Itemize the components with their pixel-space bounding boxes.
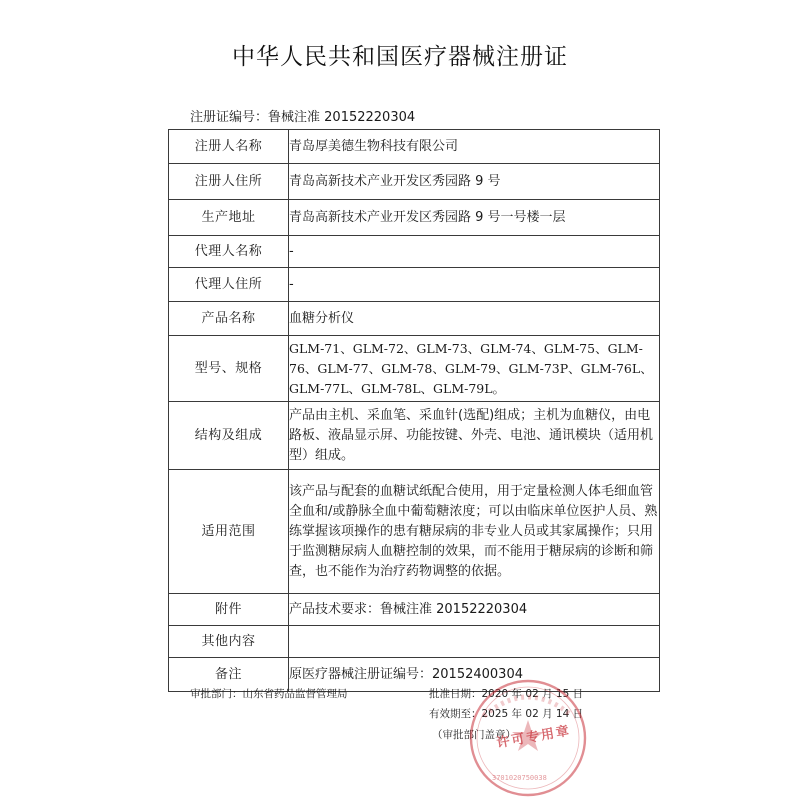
row-label-registrant-address: 注册人住所 [169,164,289,200]
row-value-model-spec: GLM-71、GLM-72、GLM-73、GLM-74、GLM-75、GLM-76、GLM-77、GLM-78、GLM-79、GLM-73P、GLM-76L、GLM-77L、GLM-78L、GLM-79L。 [289,336,660,402]
table-row [169,164,660,200]
document-title: 中华人民共和国医疗器械注册证 [232,44,568,70]
row-label-structure: 结构及组成 [169,402,289,470]
registration-number [190,106,415,125]
row-value-attachment: 产品技术要求：鲁械注准 20152220304 [289,594,660,626]
table-row [169,336,660,402]
row-label-attachment: 附件 [169,594,289,626]
table-row [169,626,660,658]
table-row [169,470,660,594]
table-row [169,130,660,164]
row-label-scope: 适用范围 [169,470,289,594]
row-label-model-spec: 型号、规格 [169,336,289,402]
row-label-remarks: 备注 [169,658,289,692]
row-label-agent-name: 代理人名称 [169,236,289,268]
table-row [169,268,660,302]
seal-note: （审批部门盖章） [432,729,516,741]
stamp-text: 许可专用章 [495,723,573,752]
row-value-other [289,626,660,658]
expiry-date-label: 有效期至： [429,708,482,720]
approval-department [190,686,348,701]
approval-date-label: 批准日期： [429,688,482,700]
table-row [169,236,660,268]
table-row [169,302,660,336]
row-label-production-address: 生产地址 [169,200,289,236]
expiry-date-value: 2025 年 02 月 14 日 [481,708,584,720]
row-label-agent-address: 代理人住所 [169,268,289,302]
approval-department-value: 山东省药品监督管理局 [242,688,348,700]
registration-number-value: 鲁械注准 20152220304 [268,110,416,125]
row-value-registrant-address: 青岛高新技术产业开发区秀园路 9 号 [289,164,660,200]
registration-number-label: 注册证编号： [190,110,269,125]
row-value-structure: 产品由主机、采血笔、采血针(选配)组成；主机为血糖仪，由电路板、液晶显示屏、功能按键、外壳、电池、通讯模块（适用机型）组成。 [289,402,660,470]
approval-department-label: 审批部门： [190,688,243,700]
certificate-table [168,129,660,692]
row-value-product-name: 血糖分析仪 [289,302,660,336]
row-value-agent-name: - [289,236,660,268]
table-row [169,200,660,236]
row-value-scope: 该产品与配套的血糖试纸配合使用，用于定量检测人体毛细血管全血和/或静脉全血中葡萄糖浓度；可以由临床单位医护人员、熟练掌握该项操作的患有糖尿病的非专业人员或其家属操作；只用于监测糖尿病人血糖控制的效果，而不能用于糖尿病的诊断和筛查，也不能作为治疗药物调整的依据。 [289,470,660,594]
table-row [169,594,660,626]
row-value-remarks: 原医疗器械注册证编号：20152400304 [289,658,660,692]
row-value-production-address: 青岛高新技术产业开发区秀园路 9 号一号楼一层 [289,200,660,236]
stamp-number: 3701020750038 [492,774,547,782]
row-label-other: 其他内容 [169,626,289,658]
row-value-agent-address: - [289,268,660,302]
row-label-product-name: 产品名称 [169,302,289,336]
approval-date-value: 2020 年 02 月 15 日 [481,688,584,700]
table-row [169,402,660,470]
row-value-registrant-name: 青岛厚美德生物科技有限公司 [289,130,660,164]
row-label-registrant-name: 注册人名称 [169,130,289,164]
